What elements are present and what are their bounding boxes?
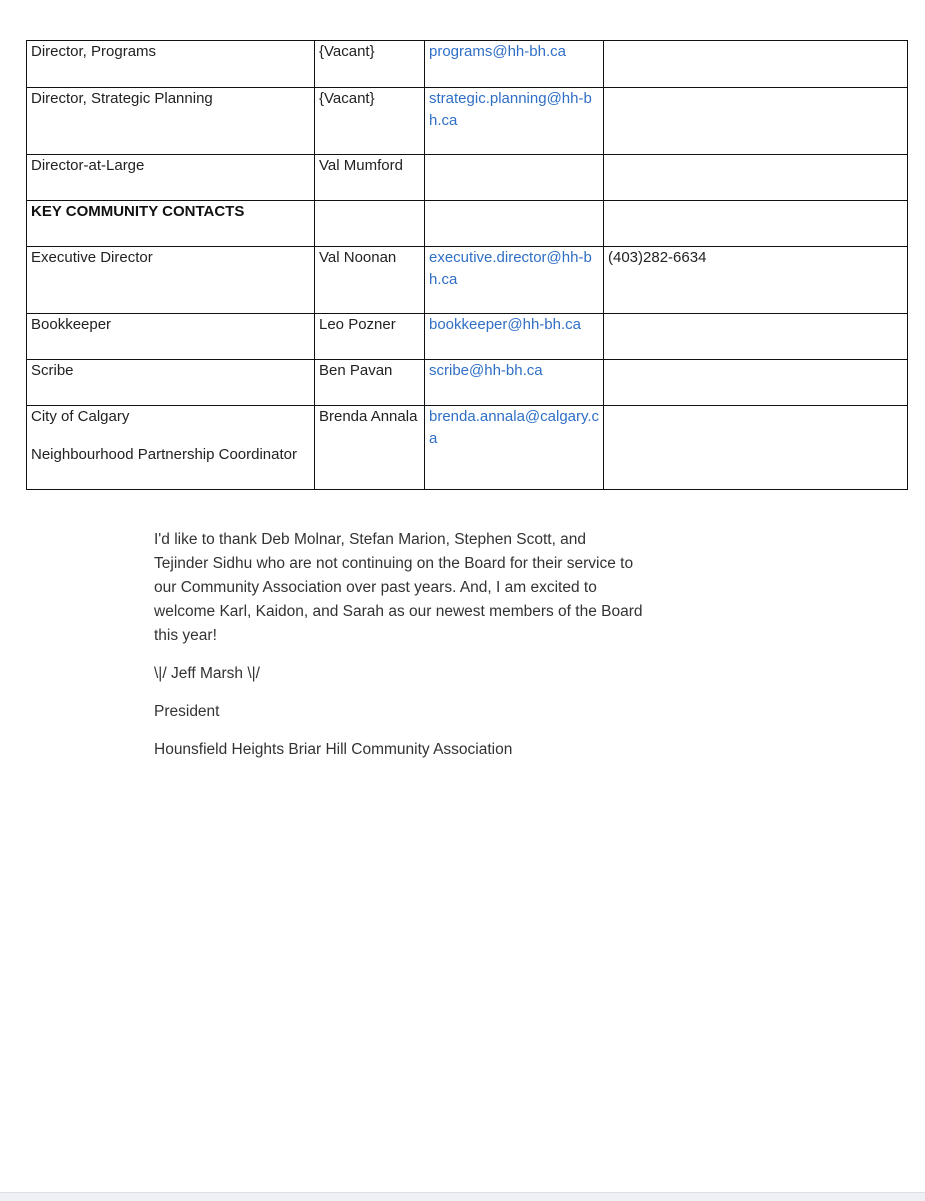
table-row	[27, 406, 908, 490]
signer-title: President	[154, 703, 220, 720]
role-label: Bookkeeper	[31, 316, 112, 333]
closing-letter	[154, 528, 644, 776]
phone-cell	[604, 406, 908, 490]
email-cell	[425, 41, 604, 88]
role-sublabel: Neighbourhood Partnership Coordinator	[31, 446, 298, 463]
phone-cell	[604, 41, 908, 88]
signature: \|/ Jeff Marsh \|/	[154, 665, 260, 682]
name-cell	[315, 247, 425, 314]
phone-cell	[604, 155, 908, 201]
empty-cell	[425, 201, 604, 247]
person-name: {Vacant}	[319, 90, 375, 107]
email-link[interactable]: bookkeeper@hh-bh.ca	[429, 316, 581, 333]
name-cell	[315, 155, 425, 201]
phone-cell	[604, 314, 908, 360]
email-link[interactable]: executive.director@hh-bh.ca	[429, 249, 592, 288]
role-cell	[27, 41, 315, 88]
table-row	[27, 41, 908, 88]
empty-cell	[604, 201, 908, 247]
person-name: Val Noonan	[319, 249, 397, 266]
email-cell	[425, 88, 604, 155]
name-cell	[315, 406, 425, 490]
role-cell	[27, 247, 315, 314]
person-name: Ben Pavan	[319, 362, 393, 379]
email-link[interactable]: programs@hh-bh.ca	[429, 43, 566, 60]
name-cell	[315, 314, 425, 360]
table-row	[27, 247, 908, 314]
role-label: Scribe	[31, 362, 74, 379]
phone-cell	[604, 247, 908, 314]
section-heading-row	[27, 201, 908, 247]
name-cell	[315, 88, 425, 155]
phone-cell	[604, 88, 908, 155]
role-label: Director-at-Large	[31, 157, 145, 174]
role-cell	[27, 360, 315, 406]
section-heading: KEY COMMUNITY CONTACTS	[31, 203, 245, 220]
email-cell	[425, 406, 604, 490]
email-cell	[425, 155, 604, 201]
role-label: City of Calgary	[31, 408, 130, 425]
empty-cell	[315, 201, 425, 247]
role-label: Executive Director	[31, 249, 153, 266]
role-cell	[27, 155, 315, 201]
role-label: Director, Programs	[31, 43, 157, 60]
person-name: Leo Pozner	[319, 316, 396, 333]
table-row	[27, 314, 908, 360]
email-link[interactable]: brenda.annala@calgary.ca	[429, 408, 600, 447]
organization-name: Hounsfield Heights Briar Hill Community Association	[154, 741, 513, 758]
person-name: Val Mumford	[319, 157, 403, 174]
role-label: Director, Strategic Planning	[31, 90, 213, 107]
contacts-table	[26, 40, 908, 490]
email-cell	[425, 360, 604, 406]
email-cell	[425, 314, 604, 360]
name-cell	[315, 360, 425, 406]
role-cell	[27, 406, 315, 490]
thank-you-paragraph: I'd like to thank Deb Molnar, Stefan Marion, Stephen Scott, and Tejinder Sidhu who are not continuing on the Board for their service to our Community Association over past years. And, I am excited to welcome Karl, Kaidon, and Sarah as our newest members of the Board this year!	[154, 531, 643, 644]
phone-number: (403)282-6634	[608, 249, 707, 266]
person-name: Brenda Annala	[319, 408, 418, 425]
person-name: {Vacant}	[319, 43, 375, 60]
email-link[interactable]: strategic.planning@hh-bh.ca	[429, 90, 592, 129]
email-link[interactable]: scribe@hh-bh.ca	[429, 362, 543, 379]
email-cell	[425, 247, 604, 314]
role-cell	[27, 88, 315, 155]
table-row	[27, 155, 908, 201]
table-row	[27, 88, 908, 155]
name-cell	[315, 41, 425, 88]
section-heading-cell	[27, 201, 315, 247]
table-row	[27, 360, 908, 406]
phone-cell	[604, 360, 908, 406]
role-cell	[27, 314, 315, 360]
